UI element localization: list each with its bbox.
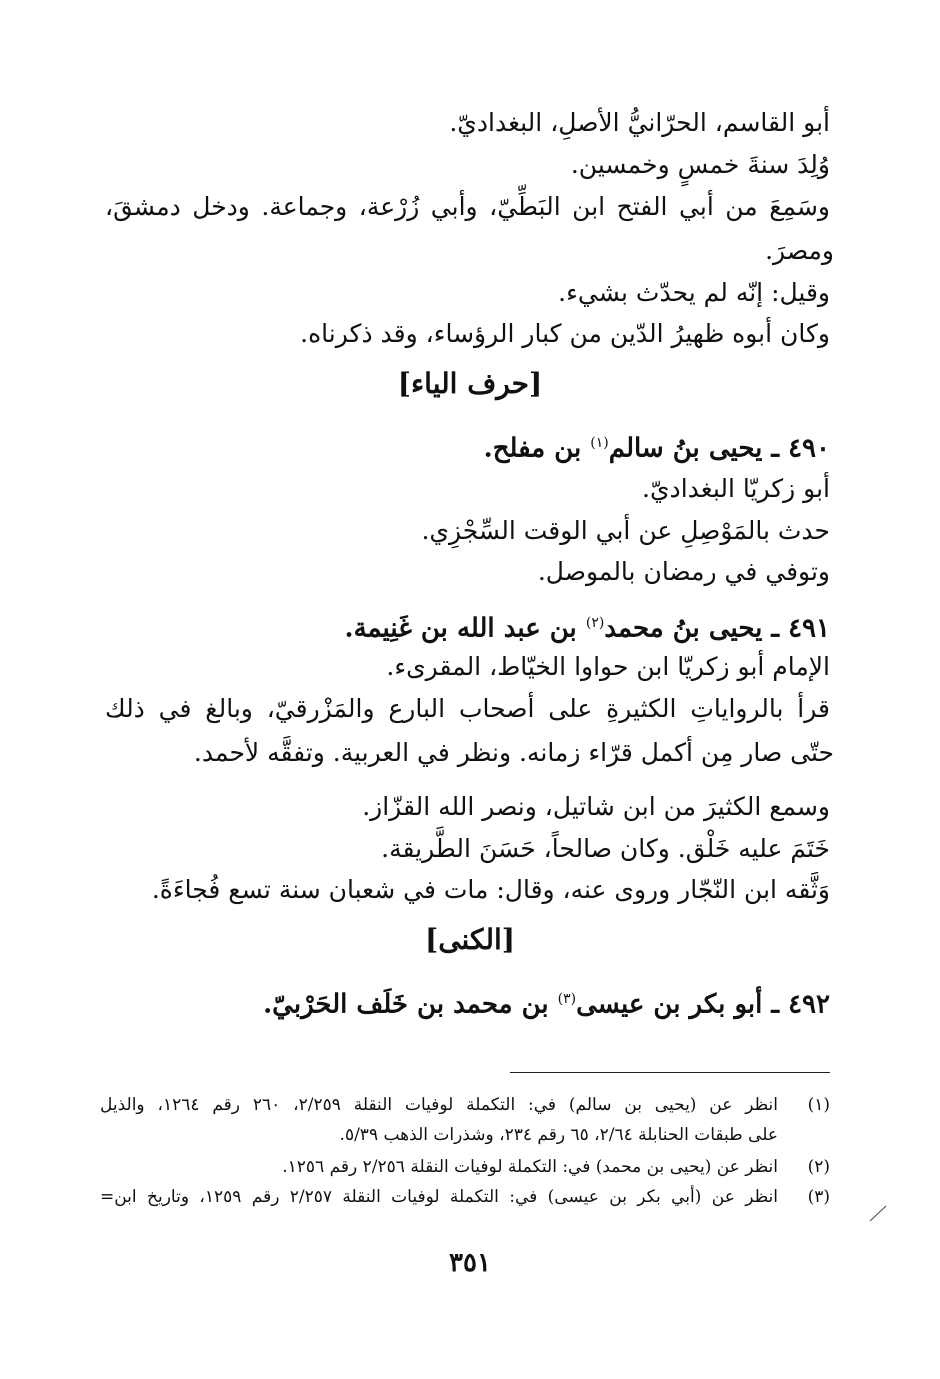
text-line: أبو القاسم، الحرّانيُّ الأصلِ، البغداديّ. (449, 108, 830, 137)
text-line: وسَمِعَ من أبي الفتح ابن البَطِّيّ، وأبي زُرْعة، وجماعة. ودخل دمشقَ، (105, 192, 830, 221)
text-line: حدث بالمَوْصِلِ عن أبي الوقت السِّجْزِي. (421, 516, 830, 545)
footnote-ref-1: (١) (590, 435, 609, 451)
page-number: ٣٥١ (449, 1248, 491, 1278)
footnote-number: (٣) (807, 1187, 830, 1207)
text-line: وسمع الكثيرَ من ابن شاتيل، ونصر الله القزّاز. (362, 792, 830, 821)
footnote-text: على طبقات الحنابلة ٢/٦٤، ٦٥ رقم ٢٣٤، وشذرات الذهب ٥/٣٩. (339, 1125, 778, 1145)
footnote-text: انظر عن (أبي بكر بن عيسى) في: التكملة لوفيات النقلة ٢/٢٥٧ رقم ١٢٥٩، وتاريخ ابن= (100, 1187, 778, 1207)
text-line: وتوفي في رمضان بالموصل. (537, 557, 830, 586)
entry-490-heading: ٤٩٠ ـ يحيى بنُ سالم$^{(١)}$ بن مفلح. (483, 433, 830, 464)
footnote-number: (٢) (807, 1157, 830, 1177)
text-line: الإمام أبو زكريّا ابن حواوا الخيّاط، المقرىء. (386, 652, 830, 681)
footnote-text: انظر عن (يحيى بن محمد) في: التكملة لوفيات النقلة ٢/٢٥٦ رقم ١٢٥٦. (282, 1157, 778, 1177)
entry-492-heading: ٤٩٢ ـ أبو بكر بن عيسى$^{(٣)}$ بن محمد بن خَلَف الحَرْبيّ. (263, 989, 830, 1020)
text-line: ومصرَ. (765, 236, 834, 265)
footnote-ref-2: (٢) (585, 615, 605, 631)
text-line: وكان أبوه ظهيرُ الدّين من كبار الرؤساء، وقد ذكرناه. (300, 319, 830, 348)
section-heading-kuna: [الكنى] (424, 923, 516, 956)
pen-stroke-mark (868, 1203, 888, 1223)
footnote-number: (١) (807, 1095, 830, 1115)
text-line: وَثَّقه ابن النّجّار وروى عنه، وقال: مات في شعبان سنة تسع فُجاءَةً. (151, 875, 830, 904)
entry-491-heading: ٤٩١ ـ يحيى بنُ محمد$^{(٢)}$ بن عبد الله بن غَنِيمة. (344, 613, 830, 644)
section-heading-ya: [حرف الياء] (397, 367, 543, 400)
footnote-separator (510, 1072, 830, 1073)
text-line: خَتَمَ عليه خَلْق. وكان صالحاً، حَسَنَ الطَّريقة. (381, 834, 830, 863)
text-line: وُلِدَ سنةَ خمسٍ وخمسين. (570, 150, 830, 179)
text-line: حتّى صار مِن أكمل قرّاء زمانه. ونظر في العربية. وتفقَّه لأحمد. (193, 738, 834, 767)
text-line: وقيل: إنّه لم يحدّث بشيء. (558, 278, 830, 307)
footnote-ref-3: (٣) (557, 991, 577, 1007)
text-line: قرأ بالرواياتِ الكثيرةِ على أصحاب البارع والمَزْرقيّ، وبالغ في ذلك (105, 694, 830, 723)
text-line: أبو زكريّا البغداديّ. (642, 474, 830, 503)
footnote-text: انظر عن (يحيى بن سالم) في: التكملة لوفيات النقلة ٢/٢٥٩، ٢٦٠ رقم ١٢٦٤، والذيل (100, 1095, 778, 1115)
